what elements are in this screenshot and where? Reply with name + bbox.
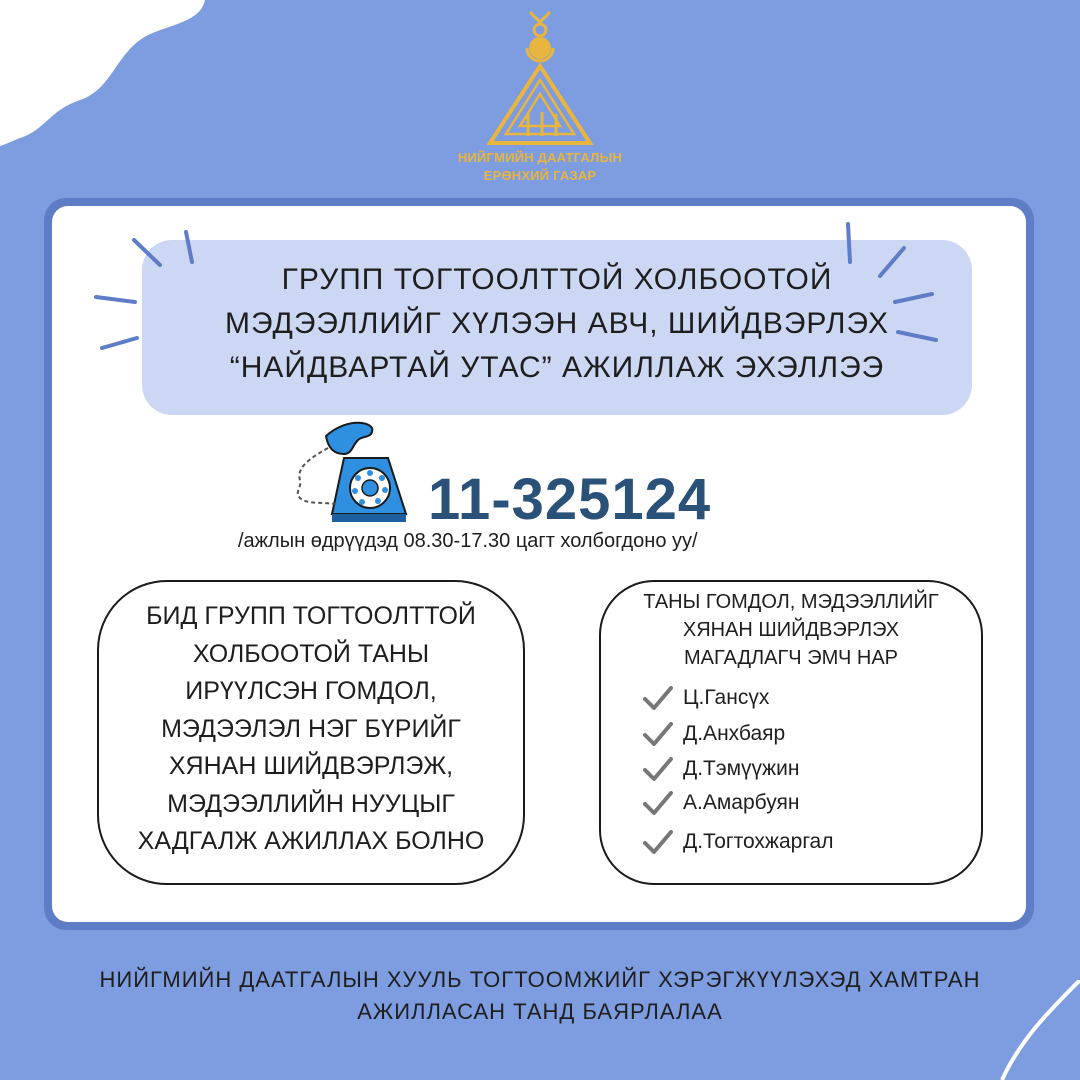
doctor-name: Ц.Гансүх: [683, 686, 770, 709]
headline: [142, 258, 972, 390]
commitment-line: ИРҮҮЛСЭН ГОМДОЛ,: [185, 677, 437, 705]
doctor-name: Д.Тэмүүжин: [683, 757, 800, 780]
footer-thanks: [0, 964, 1080, 1028]
check-mark-icon: [643, 686, 673, 710]
check-mark-icon: [643, 830, 673, 854]
list-item-doctor: [643, 757, 799, 781]
hotline-number[interactable]: 11-325124: [428, 467, 712, 532]
check-mark-icon: [643, 722, 673, 746]
list-item-doctor: [643, 686, 769, 710]
doctor-name: А.Амарбуян: [683, 791, 800, 814]
doctors-heading-line: ХЯНАН ШИЙДВЭРЛЭХ: [682, 619, 900, 641]
commitment-text: [97, 598, 525, 861]
headline-line2: МЭДЭЭЛЛИЙГ ХҮЛЭЭН АВЧ, ШИЙДВЭРЛЭХ: [225, 307, 889, 340]
check-mark-icon: [643, 757, 673, 781]
commitment-line: БИД ГРУПП ТОГТООЛТТОЙ: [146, 602, 476, 630]
rotary-telephone-icon: [288, 418, 412, 526]
hotline-hours: /ажлын өдрүүдэд 08.30-17.30 цагт холбогдоно уу/: [238, 530, 698, 552]
footer-line1: НИЙГМИЙН ДААТГАЛЫН ХУУЛЬ ТОГТООМЖИЙГ ХЭРЭГЖҮҮЛЭХЭД ХАМТРАН: [99, 967, 981, 992]
commitment-line: ХЯНАН ШИЙДВЭРЛЭЖ,: [168, 752, 454, 780]
commitment-line: МЭДЭЭЛЛИЙН НУУЦЫГ: [167, 789, 455, 818]
logo-org-name-line2: ЕРӨНХИЙ ГАЗАР: [483, 168, 597, 183]
check-mark-icon: [643, 791, 673, 815]
footer-line2: АЖИЛЛАСАН ТАНД БАЯРЛАЛАА: [357, 999, 723, 1024]
commitment-line: ХОЛБООТОЙ ТАНЫ: [192, 639, 430, 668]
commitment-line: ХАДГАЛЖ АЖИЛЛАХ БОЛНО: [137, 827, 485, 855]
list-item-doctor: [643, 791, 799, 815]
doctors-heading-line: МАГАДЛАГЧ ЭМЧ НАР: [683, 647, 899, 669]
logo-org-name-line1: НИЙГМИЙН ДААТГАЛЫН: [457, 150, 623, 165]
list-item-doctor: [643, 722, 785, 746]
doctors-heading-line: ТАНЫ ГОМДОЛ, МЭДЭЭЛЛИЙГ: [643, 591, 939, 613]
commitment-line: МЭДЭЭЛЭЛ НЭГ БҮРИЙГ: [161, 714, 461, 743]
doctor-name: Д.Тогтохжаргал: [683, 830, 834, 853]
headline-line3: “НАЙДВАРТАЙ УТАС” АЖИЛЛАЖ ЭХЭЛЛЭЭ: [229, 351, 885, 384]
doctors-heading: [599, 588, 983, 672]
list-item-doctor: [643, 830, 833, 854]
headline-line1: ГРУПП ТОГТООЛТТОЙ ХОЛБООТОЙ: [281, 263, 833, 296]
doctor-name: Д.Анхбаяр: [683, 722, 786, 745]
